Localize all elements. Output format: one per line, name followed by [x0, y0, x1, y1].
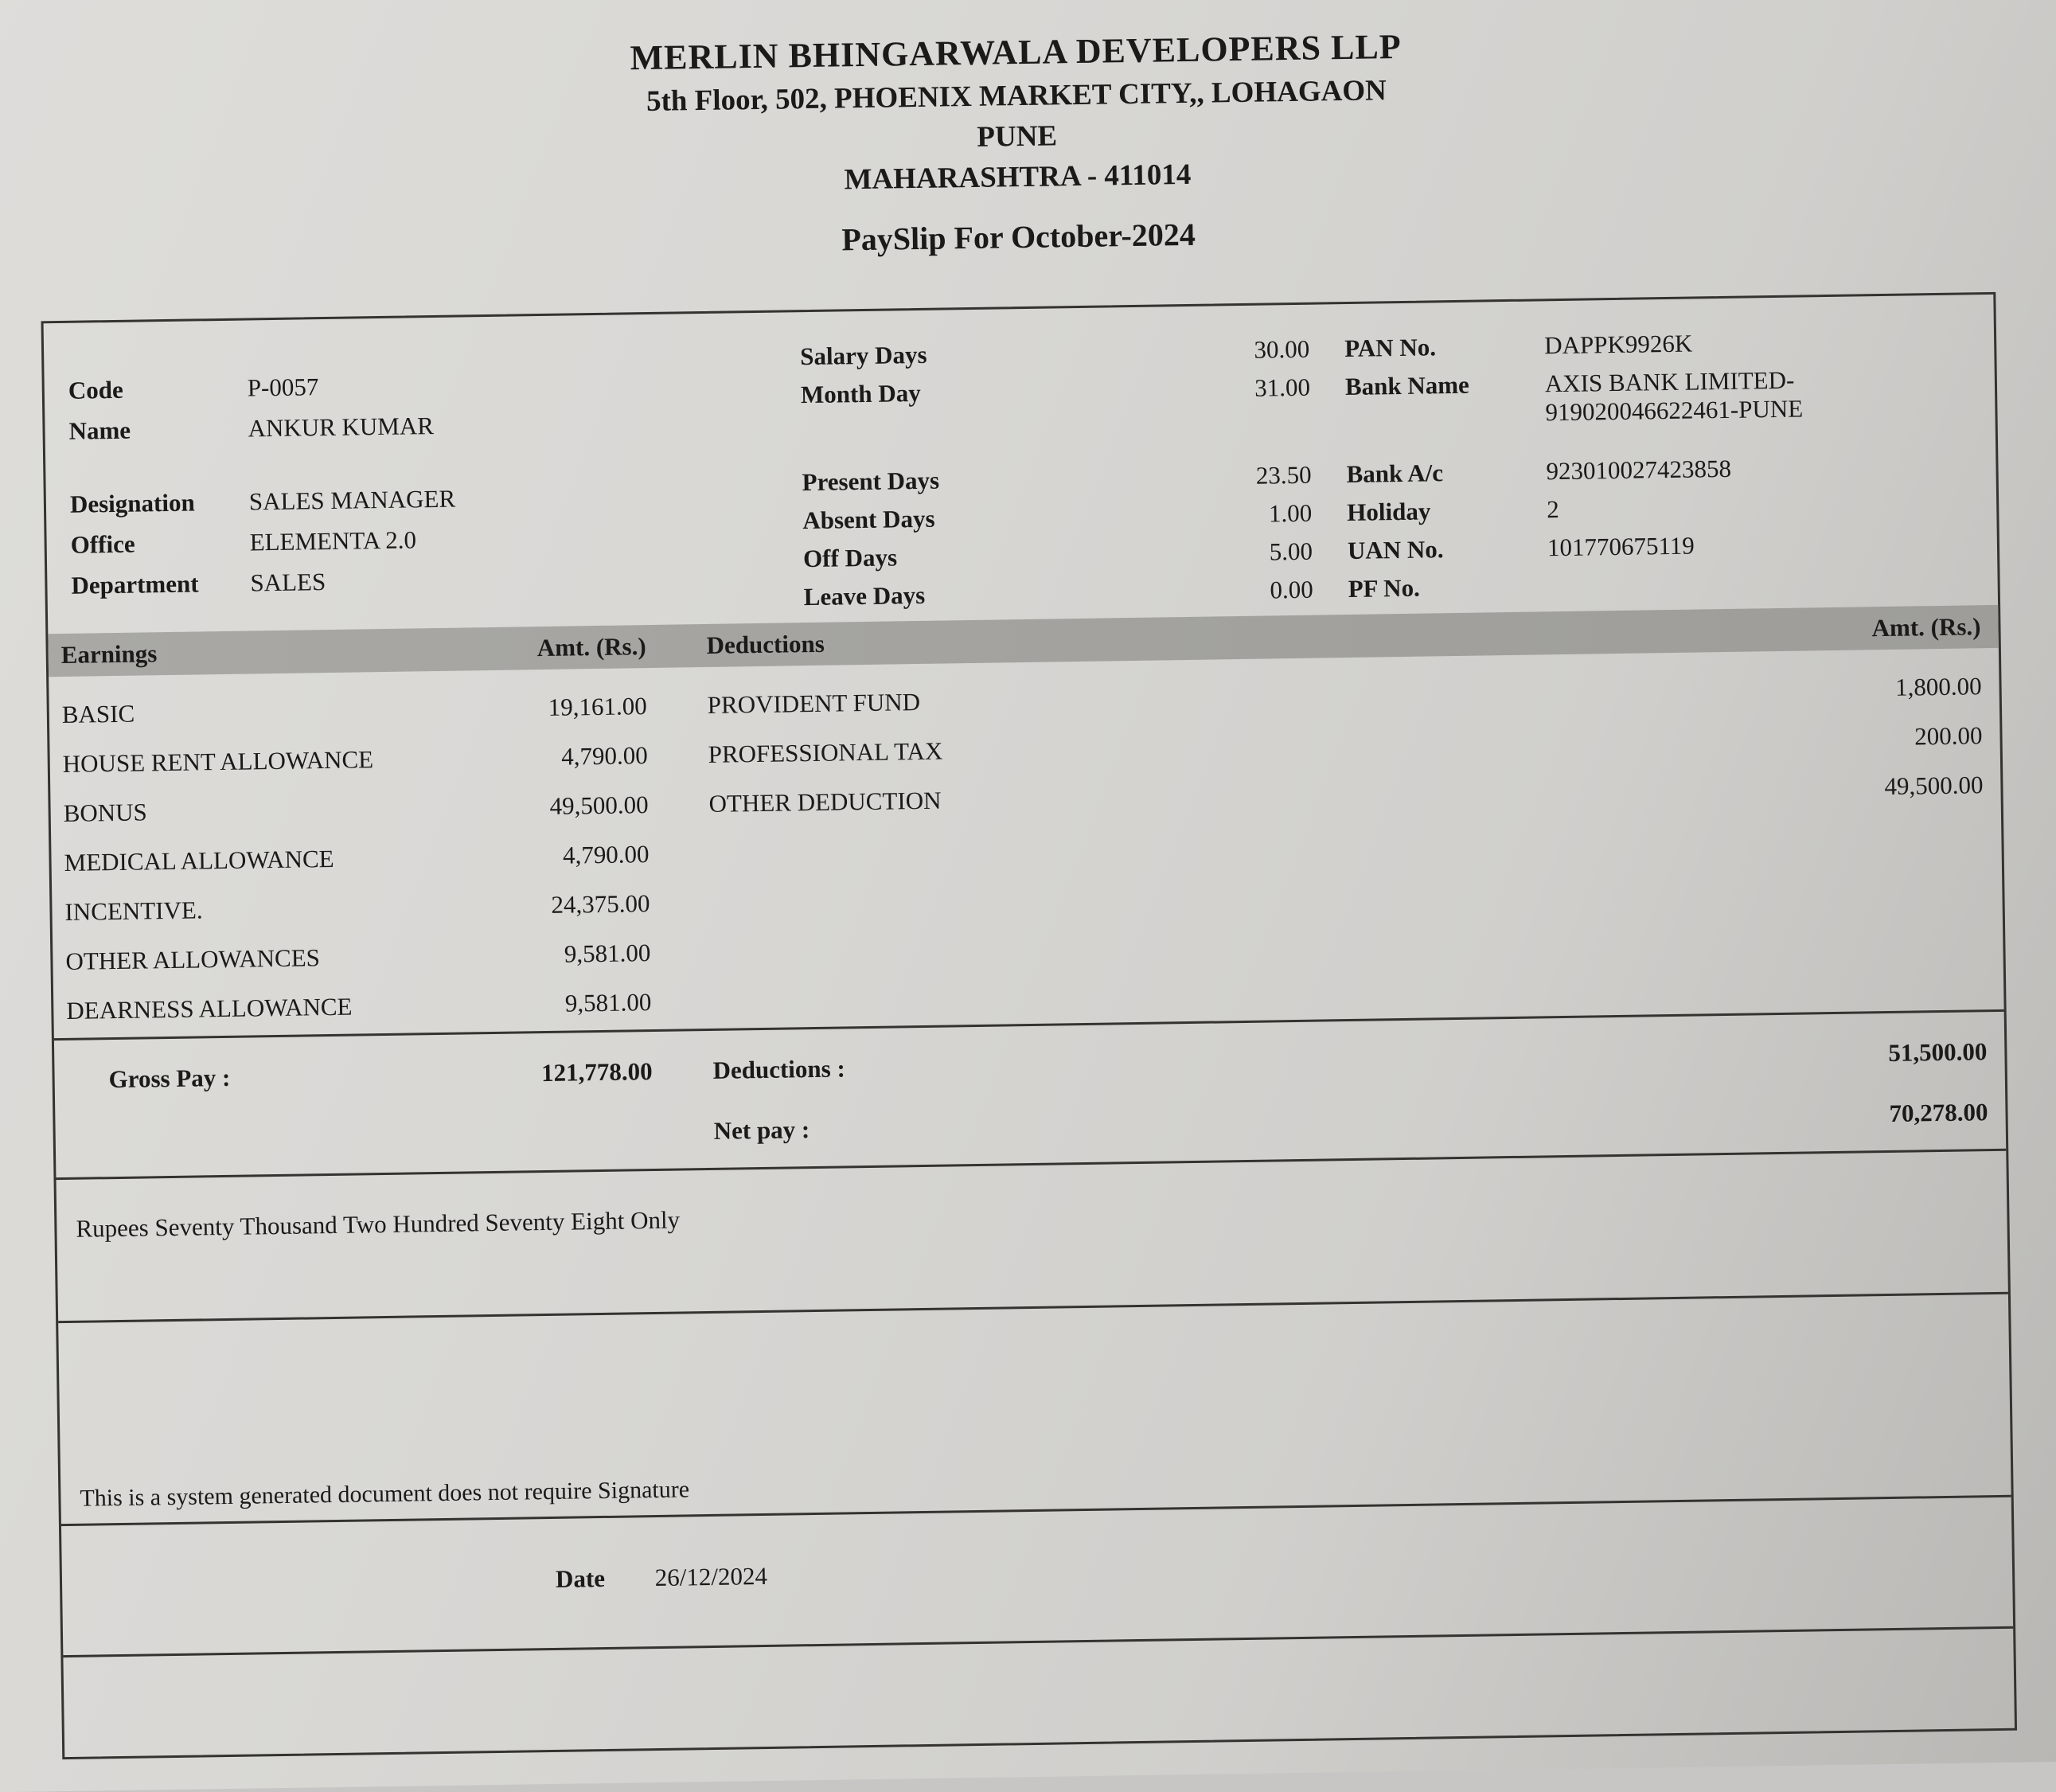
- leave-days-value: 0.00: [1270, 575, 1313, 604]
- employee-department-label: Department: [71, 569, 199, 599]
- deduction-amount: 200.00: [1914, 721, 1983, 751]
- net-pay-spacer: [482, 1118, 653, 1149]
- earning-amount: 49,500.00: [549, 791, 649, 820]
- deduction-label: [649, 824, 1717, 869]
- bank-ac-label: Bank A/c: [1346, 459, 1444, 489]
- employee-department-row: [71, 560, 803, 600]
- gross-pay-amount: 121,778.00: [540, 1057, 653, 1087]
- off-days-label: Off Days: [802, 543, 898, 573]
- employee-code-row: [68, 365, 801, 405]
- earning-label: INCENTIVE.: [64, 896, 203, 926]
- pan-no-label: PAN No.: [1344, 333, 1437, 363]
- company-header: [0, 17, 2056, 271]
- net-pay-label: Net pay :: [713, 1115, 810, 1145]
- earning-amount: 9,581.00: [564, 988, 652, 1017]
- info-section: [44, 295, 1999, 634]
- deduction-label: OTHER DEDUCTION: [708, 786, 942, 818]
- company-address-line1: 5th Floor, 502, PHOENIX MARKET CITY,, LOHAGAON: [646, 74, 1387, 119]
- uan-no-value: 101770675119: [1547, 531, 1695, 562]
- total-deductions-amount: 51,500.00: [1888, 1037, 1988, 1067]
- company-address-state: MAHARASHTRA - 411014: [844, 158, 1192, 197]
- employee-info: [68, 333, 804, 634]
- employee-designation-value: SALES MANAGER: [248, 484, 456, 516]
- earning-amount: 9,581.00: [564, 939, 651, 968]
- earning-label: MEDICAL ALLOWANCE: [64, 844, 334, 876]
- payslip-title: PaySlip For October-2024: [841, 216, 1196, 258]
- absent-days-label: Absent Days: [802, 504, 935, 535]
- earnings-section: [49, 648, 2003, 1038]
- employee-office-value: ELEMENTA 2.0: [249, 525, 417, 556]
- employee-code-value: P-0057: [247, 373, 319, 402]
- deductions-amount-header: Amt. (Rs.): [1871, 612, 1981, 642]
- earnings-amount-header: Amt. (Rs.): [536, 632, 646, 662]
- attendance-bank-row: [801, 363, 1976, 438]
- date-label: Date: [555, 1564, 606, 1593]
- earning-amount: 24,375.00: [551, 889, 650, 919]
- payslip-box: [41, 292, 2018, 1759]
- deduction-amount: [1719, 968, 1986, 1001]
- attendance-bank-row: [803, 565, 1978, 611]
- earning-amount: 19,161.00: [548, 692, 648, 721]
- earnings-row: [63, 771, 1983, 828]
- earning-label: BASIC: [61, 699, 135, 728]
- net-pay-spacer: [68, 1120, 482, 1155]
- employee-designation-row: [70, 479, 802, 519]
- earning-label: BONUS: [63, 798, 148, 827]
- deduction-amount: [1719, 919, 1985, 951]
- bank-name-value: AXIS BANK LIMITED-919020046622461-PUNE: [1544, 365, 1804, 427]
- deduction-amount: 49,500.00: [1884, 771, 1984, 801]
- salary-days-label: Salary Days: [800, 340, 927, 371]
- earning-label: OTHER ALLOWANCES: [65, 943, 321, 975]
- attendance-bank-info: [800, 315, 1979, 623]
- deduction-label: PROVIDENT FUND: [707, 687, 921, 719]
- month-day-value: 31.00: [1254, 373, 1311, 402]
- employee-code-label: Code: [68, 375, 123, 404]
- month-day-label: Month Day: [800, 378, 921, 409]
- deduction-amount: [1717, 820, 1984, 853]
- date-line: [556, 1544, 2012, 1594]
- system-note: This is a system generated document does not require Signature: [80, 1476, 690, 1512]
- bank-ac-value: 923010027423858: [1546, 454, 1732, 486]
- earning-amount: 4,790.00: [562, 840, 650, 869]
- employee-name-row: [68, 406, 801, 446]
- leave-days-label: Leave Days: [803, 580, 926, 611]
- present-days-value: 23.50: [1255, 460, 1312, 490]
- employee-name-label: Name: [68, 416, 131, 445]
- attendance-bank-row: [802, 451, 1976, 497]
- deduction-label: [650, 873, 1718, 918]
- attendance-bank-row: [802, 489, 1977, 535]
- gross-pay-label: Gross Pay :: [108, 1063, 231, 1094]
- earnings-row: [64, 820, 1984, 877]
- net-pay-row: [68, 1098, 1988, 1155]
- deductions-header: Deductions: [706, 629, 825, 659]
- earnings-row: [65, 919, 1985, 976]
- system-note-section: [58, 1292, 2011, 1524]
- employee-office-label: Office: [70, 529, 135, 559]
- earning-amount: 4,790.00: [560, 741, 648, 771]
- present-days-label: Present Days: [802, 466, 940, 497]
- deduction-amount: [1718, 869, 1984, 902]
- pf-no-label: PF No.: [1348, 573, 1421, 603]
- absent-days-value: 1.00: [1268, 498, 1313, 528]
- employee-office-row: [70, 520, 802, 560]
- pf-no-value: [1539, 565, 1978, 600]
- attendance-bank-row: [803, 527, 1978, 573]
- holiday-label: Holiday: [1346, 497, 1431, 527]
- bank-name-label: Bank Name: [1344, 370, 1470, 401]
- earnings-row: [63, 721, 1983, 779]
- earnings-header: Earnings: [60, 639, 158, 669]
- date-value: 26/12/2024: [654, 1561, 768, 1592]
- gross-pay-row: [67, 1037, 1987, 1095]
- off-days-value: 5.00: [1269, 537, 1313, 566]
- earning-label: DEARNESS ALLOWANCE: [66, 992, 353, 1025]
- total-deductions-label: Deductions :: [712, 1054, 846, 1084]
- pan-no-value: DAPPK9926K: [1543, 329, 1693, 360]
- amount-in-words-section: [56, 1149, 2007, 1321]
- earnings-row: [64, 869, 1984, 927]
- employee-designation-label: Designation: [69, 488, 195, 518]
- uan-no-label: UAN No.: [1347, 535, 1444, 564]
- net-pay-amount: 70,278.00: [1889, 1098, 1988, 1127]
- deduction-label: [651, 972, 1719, 1017]
- salary-days-value: 30.00: [1254, 334, 1310, 364]
- earning-label: HOUSE RENT ALLOWANCE: [62, 745, 374, 778]
- deduction-amount: 1,800.00: [1894, 672, 1982, 701]
- earnings-row: [62, 672, 1982, 729]
- deduction-label: [650, 923, 1719, 967]
- amount-in-words: Rupees Seventy Thousand Two Hundred Seventy Eight Only: [76, 1205, 681, 1243]
- holiday-value: 2: [1546, 495, 1559, 524]
- attendance-bank-row: [800, 325, 1975, 371]
- company-address-city: PUNE: [977, 119, 1058, 154]
- employee-name-value: ANKUR KUMAR: [248, 412, 435, 443]
- deduction-label: PROFESSIONAL TAX: [708, 736, 943, 768]
- company-name: MERLIN BHINGARWALA DEVELOPERS LLP: [630, 26, 1402, 78]
- employee-department-value: SALES: [250, 568, 326, 597]
